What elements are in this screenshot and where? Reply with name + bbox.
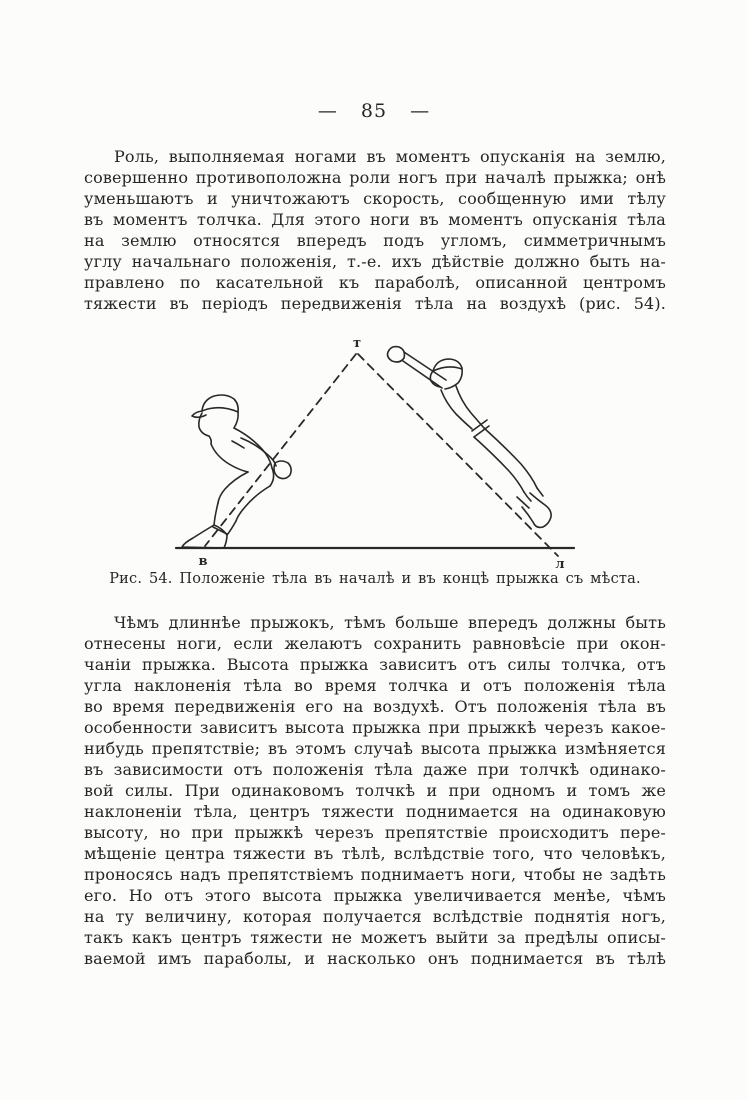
text-line: во время передвиженія его на воздухѣ. Отъ положенія тѣла въ — [84, 697, 666, 716]
leg-lower-line — [474, 437, 524, 492]
text-line: проносясь надъ препятствіемъ поднимаетъ ноги, чтобы не задѣть — [84, 865, 666, 884]
text-line: его. Но отъ этого высота прыжка увеличивается менѣе, чѣмъ — [84, 886, 666, 905]
text-line: уменьшаютъ и уничтожаютъ скорость, сообщенную ими тѣлу — [84, 189, 666, 208]
fist — [274, 461, 291, 479]
trajectory-dashed-line-left — [205, 354, 356, 546]
text-line: наклоненіи тѣла, центръ тяжести поднимается на одинаковую — [84, 802, 666, 821]
thigh-back — [236, 486, 270, 521]
text-line: вой силы. При одинаковомъ толчкѣ и при одномъ и томъ же — [84, 781, 666, 800]
base-right-point-label: л — [555, 557, 565, 572]
text-line: Роль, выполняемая ногами въ моментъ опусканія на землю, — [114, 147, 666, 166]
figure-caption: Рис. 54. Положеніе тѣла въ началѣ и въ концѣ прыжка съ мѣста. — [109, 571, 641, 587]
fist — [388, 347, 405, 362]
text-line: высоту, но при прыжкѣ черезъ препятствіе происходитъ пере- — [84, 823, 666, 842]
text-line: чаніи прыжка. Высота прыжка зависитъ отъ силы толчка, отъ — [84, 655, 666, 674]
text-line: въ зависимости отъ положенія тѣла даже при толчкѣ одинако- — [84, 760, 666, 779]
text-line: ваемой имъ параболы, и насколько онъ поднимается въ тѣлѣ — [84, 949, 666, 968]
text-line: мѣщеніе центра тяжести въ тѣлѣ, вслѣдствіе того, что человѣкъ, — [84, 844, 666, 863]
text-line: на землю относятся впередъ подъ угломъ, симметричнымъ — [84, 231, 666, 250]
paragraph-2 — [84, 612, 666, 969]
text-line: углу начальнаго положенія, т.-е. ихъ дѣйствіе должно быть на- — [84, 252, 666, 271]
paragraph-1 — [84, 146, 666, 314]
text-line: отнесены ноги, если желаютъ сохранить равновѣсіе при окон- — [84, 634, 666, 653]
leg-upper-line — [484, 428, 537, 488]
head-back — [234, 412, 238, 428]
trajectory-dashed-line-right — [358, 354, 558, 556]
text-line: правлено по касательной къ параболѣ, описанной центромъ — [84, 273, 666, 292]
ankle-cuff — [517, 497, 529, 508]
shin-front — [214, 503, 218, 525]
figure-54-illustration — [170, 330, 650, 575]
cap-band — [202, 408, 238, 412]
flying-jumper-figure — [388, 347, 552, 528]
boot — [522, 493, 551, 527]
text-line: Чѣмъ длиннѣе прыжокъ, тѣмъ больше впередъ должны быть — [114, 613, 666, 632]
text-line: на ту величину, которая получается вслѣдствіе поднятія ногъ, — [84, 907, 666, 926]
text-line: совершенно противоположна роли ногъ при началѣ прыжка; онѣ — [84, 168, 666, 187]
torso-back — [456, 386, 484, 428]
text-line: особенности зависитъ высота прыжка при прыжкѣ черезъ какое- — [84, 718, 666, 737]
boot — [182, 525, 227, 548]
shin-back — [227, 521, 236, 535]
chest-line — [211, 444, 248, 472]
text-line: въ моментъ толчка. Для этого ноги въ моментъ опусканія тѣла — [84, 210, 666, 229]
text-line: угла наклоненія тѣла во время толчка и отъ положенія тѣла — [84, 676, 666, 695]
crouching-jumper-figure — [182, 395, 291, 548]
text-line: нибудь препятствіе; въ этомъ случаѣ высота прыжка измѣняется — [84, 739, 666, 758]
ankle-1 — [537, 488, 543, 496]
page-number: — 85 — — [317, 100, 431, 122]
head-back — [445, 369, 462, 389]
text-line: тяжести въ періодъ передвиженія тѣла на воздухѣ (рис. 54). — [84, 294, 666, 313]
text-line: такъ какъ центръ тяжести не можетъ выйти за предѣлы описы- — [84, 928, 666, 947]
back-line — [234, 428, 272, 468]
base-left-point-label: в — [198, 554, 208, 569]
apex-point-label: т — [352, 336, 362, 351]
hand-at-chest — [232, 441, 244, 448]
cap-band — [433, 367, 462, 371]
cap-visor — [192, 411, 206, 417]
hip-line — [270, 468, 274, 486]
face — [199, 413, 211, 444]
